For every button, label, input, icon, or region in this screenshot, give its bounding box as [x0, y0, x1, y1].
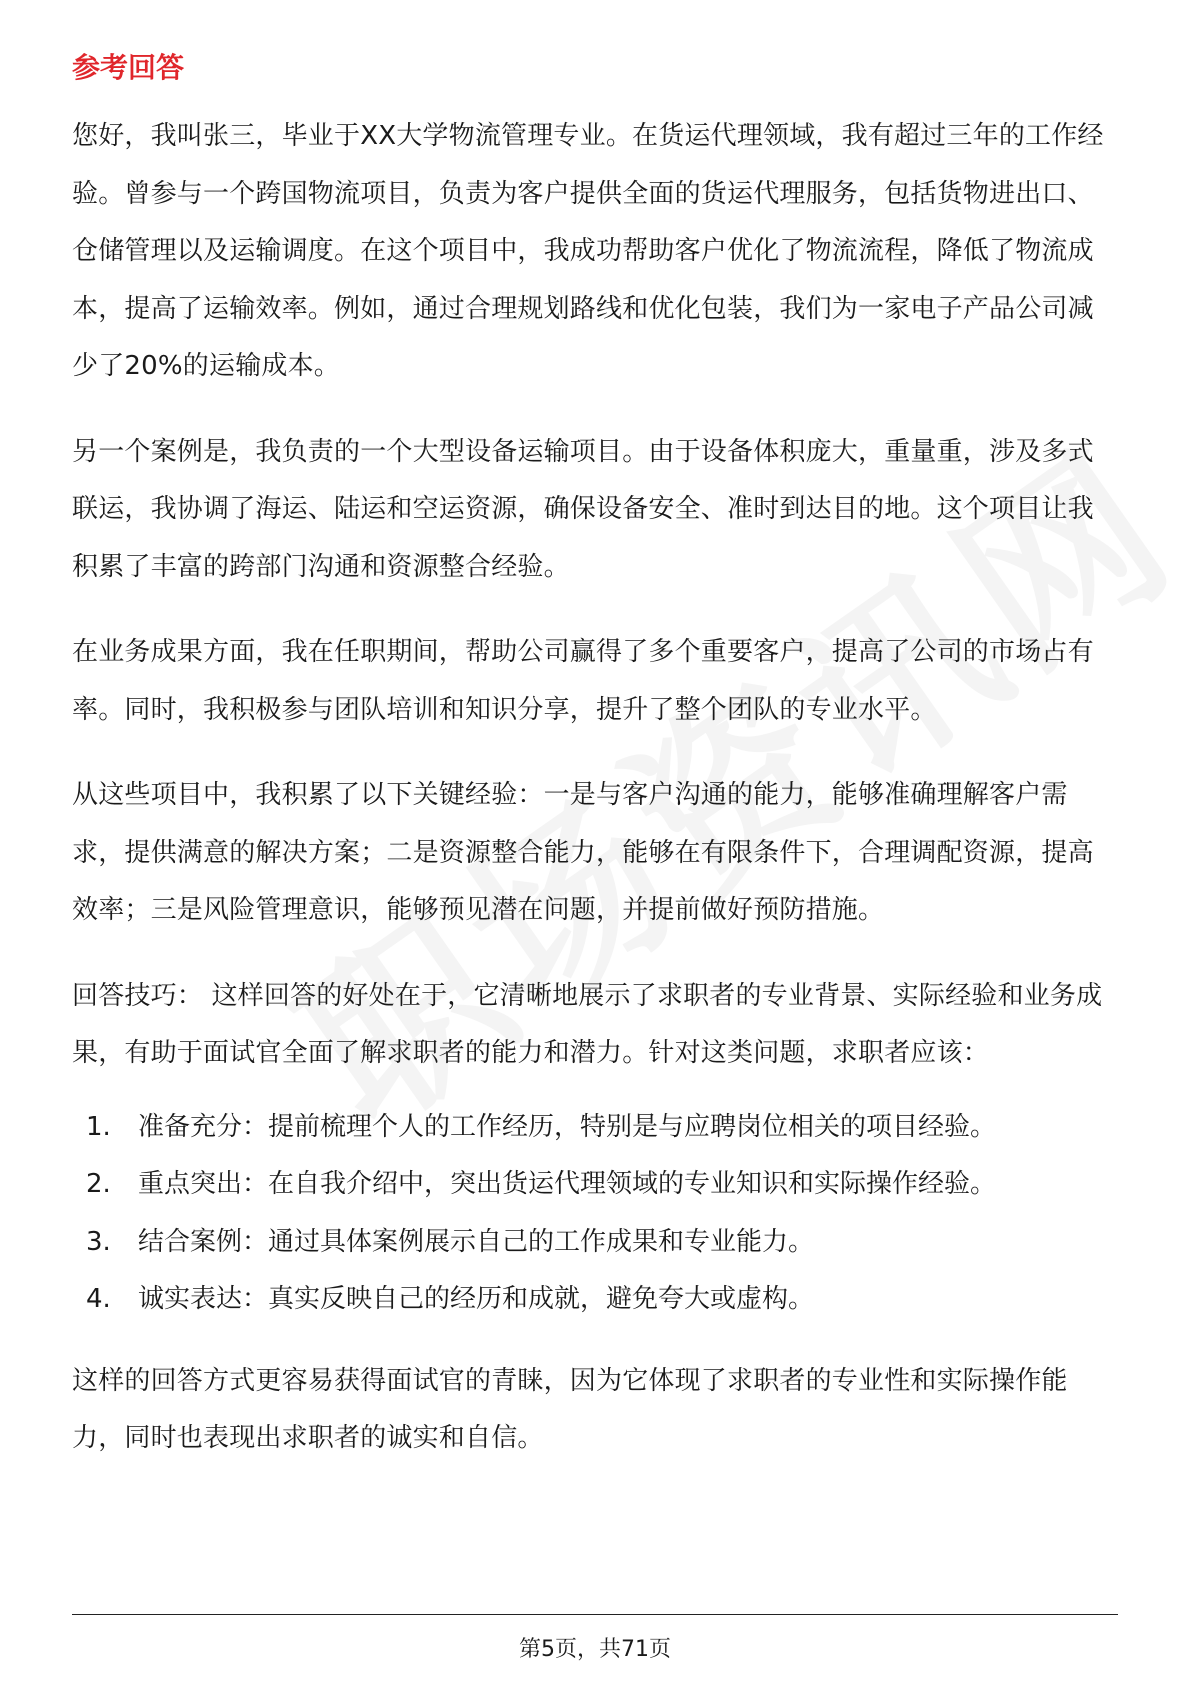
list-item	[72, 1271, 1118, 1329]
closing-paragraph: 这样的回答方式更容易获得面试官的青睐，因为它体现了求职者的专业性和实际操作能力，同时也表现出求职者的诚实和自信。	[72, 1365, 1068, 1453]
list-item-text: 结合案例：通过具体案例展示自己的工作成果和专业能力。	[138, 1226, 815, 1257]
answer-paragraph-4: 从这些项目中，我积累了以下关键经验：一是与客户沟通的能力，能够准确理解客户需求，提供满意的解决方案；二是资源整合能力，能够在有限条件下，合理调配资源，提高效率；三是风险管理意识，能够预见潜在问题，并提前做好预防措施。	[72, 780, 1094, 925]
list-item-number: 2.	[86, 1169, 111, 1199]
tips-intro-paragraph: 回答技巧： 这样回答的好处在于，它清晰地展示了求职者的专业背景、实际经验和业务成果，有助于面试官全面了解求职者的能力和潜力。针对这类问题，求职者应该：	[72, 980, 1103, 1068]
list-item	[72, 1099, 1118, 1157]
section-heading: 参考回答	[72, 51, 185, 84]
list-item-number: 4.	[86, 1284, 111, 1314]
page-number: 第5页，共71页	[519, 1637, 671, 1662]
tips-list	[72, 1099, 1118, 1329]
list-item-text: 准备充分：提前梳理个人的工作经历，特别是与应聘岗位相关的项目经验。	[138, 1111, 997, 1142]
list-item-number: 3.	[86, 1226, 111, 1257]
footer-divider	[72, 1614, 1118, 1615]
list-item	[72, 1214, 1118, 1272]
answer-paragraph-3: 在业务成果方面，我在任职期间，帮助公司赢得了多个重要客户，提高了公司的市场占有率。同时，我积极参与团队培训和知识分享，提升了整个团队的专业水平。	[72, 637, 1094, 725]
list-item-text: 重点突出：在自我介绍中，突出货运代理领域的专业知识和实际操作经验。	[138, 1169, 997, 1199]
answer-paragraph-1: 您好，我叫张三，毕业于XX大学物流管理专业。在货运代理领域，我有超过三年的工作经验。曾参与一个跨国物流项目，负责为客户提供全面的货运代理服务，包括货物进出口、仓储管理以及运输调度。在这个项目中，我成功帮助客户优化了物流流程，降低了物流成本，提高了运输效率。例如，通过合理规划路线和优化包装，我们为一家电子产品公司减少了20%的运输成本。	[72, 121, 1104, 381]
page-content	[72, 48, 1118, 1496]
list-item-text: 诚实表达：真实反映自己的经历和成就，避免夸大或虚构。	[138, 1284, 815, 1314]
list-item	[72, 1156, 1118, 1214]
list-item-number: 1.	[86, 1111, 111, 1142]
answer-paragraph-2: 另一个案例是，我负责的一个大型设备运输项目。由于设备体积庞大，重量重，涉及多式联运，我协调了海运、陆运和空运资源，确保设备安全、准时到达目的地。这个项目让我积累了丰富的跨部门沟通和资源整合经验。	[72, 436, 1094, 582]
